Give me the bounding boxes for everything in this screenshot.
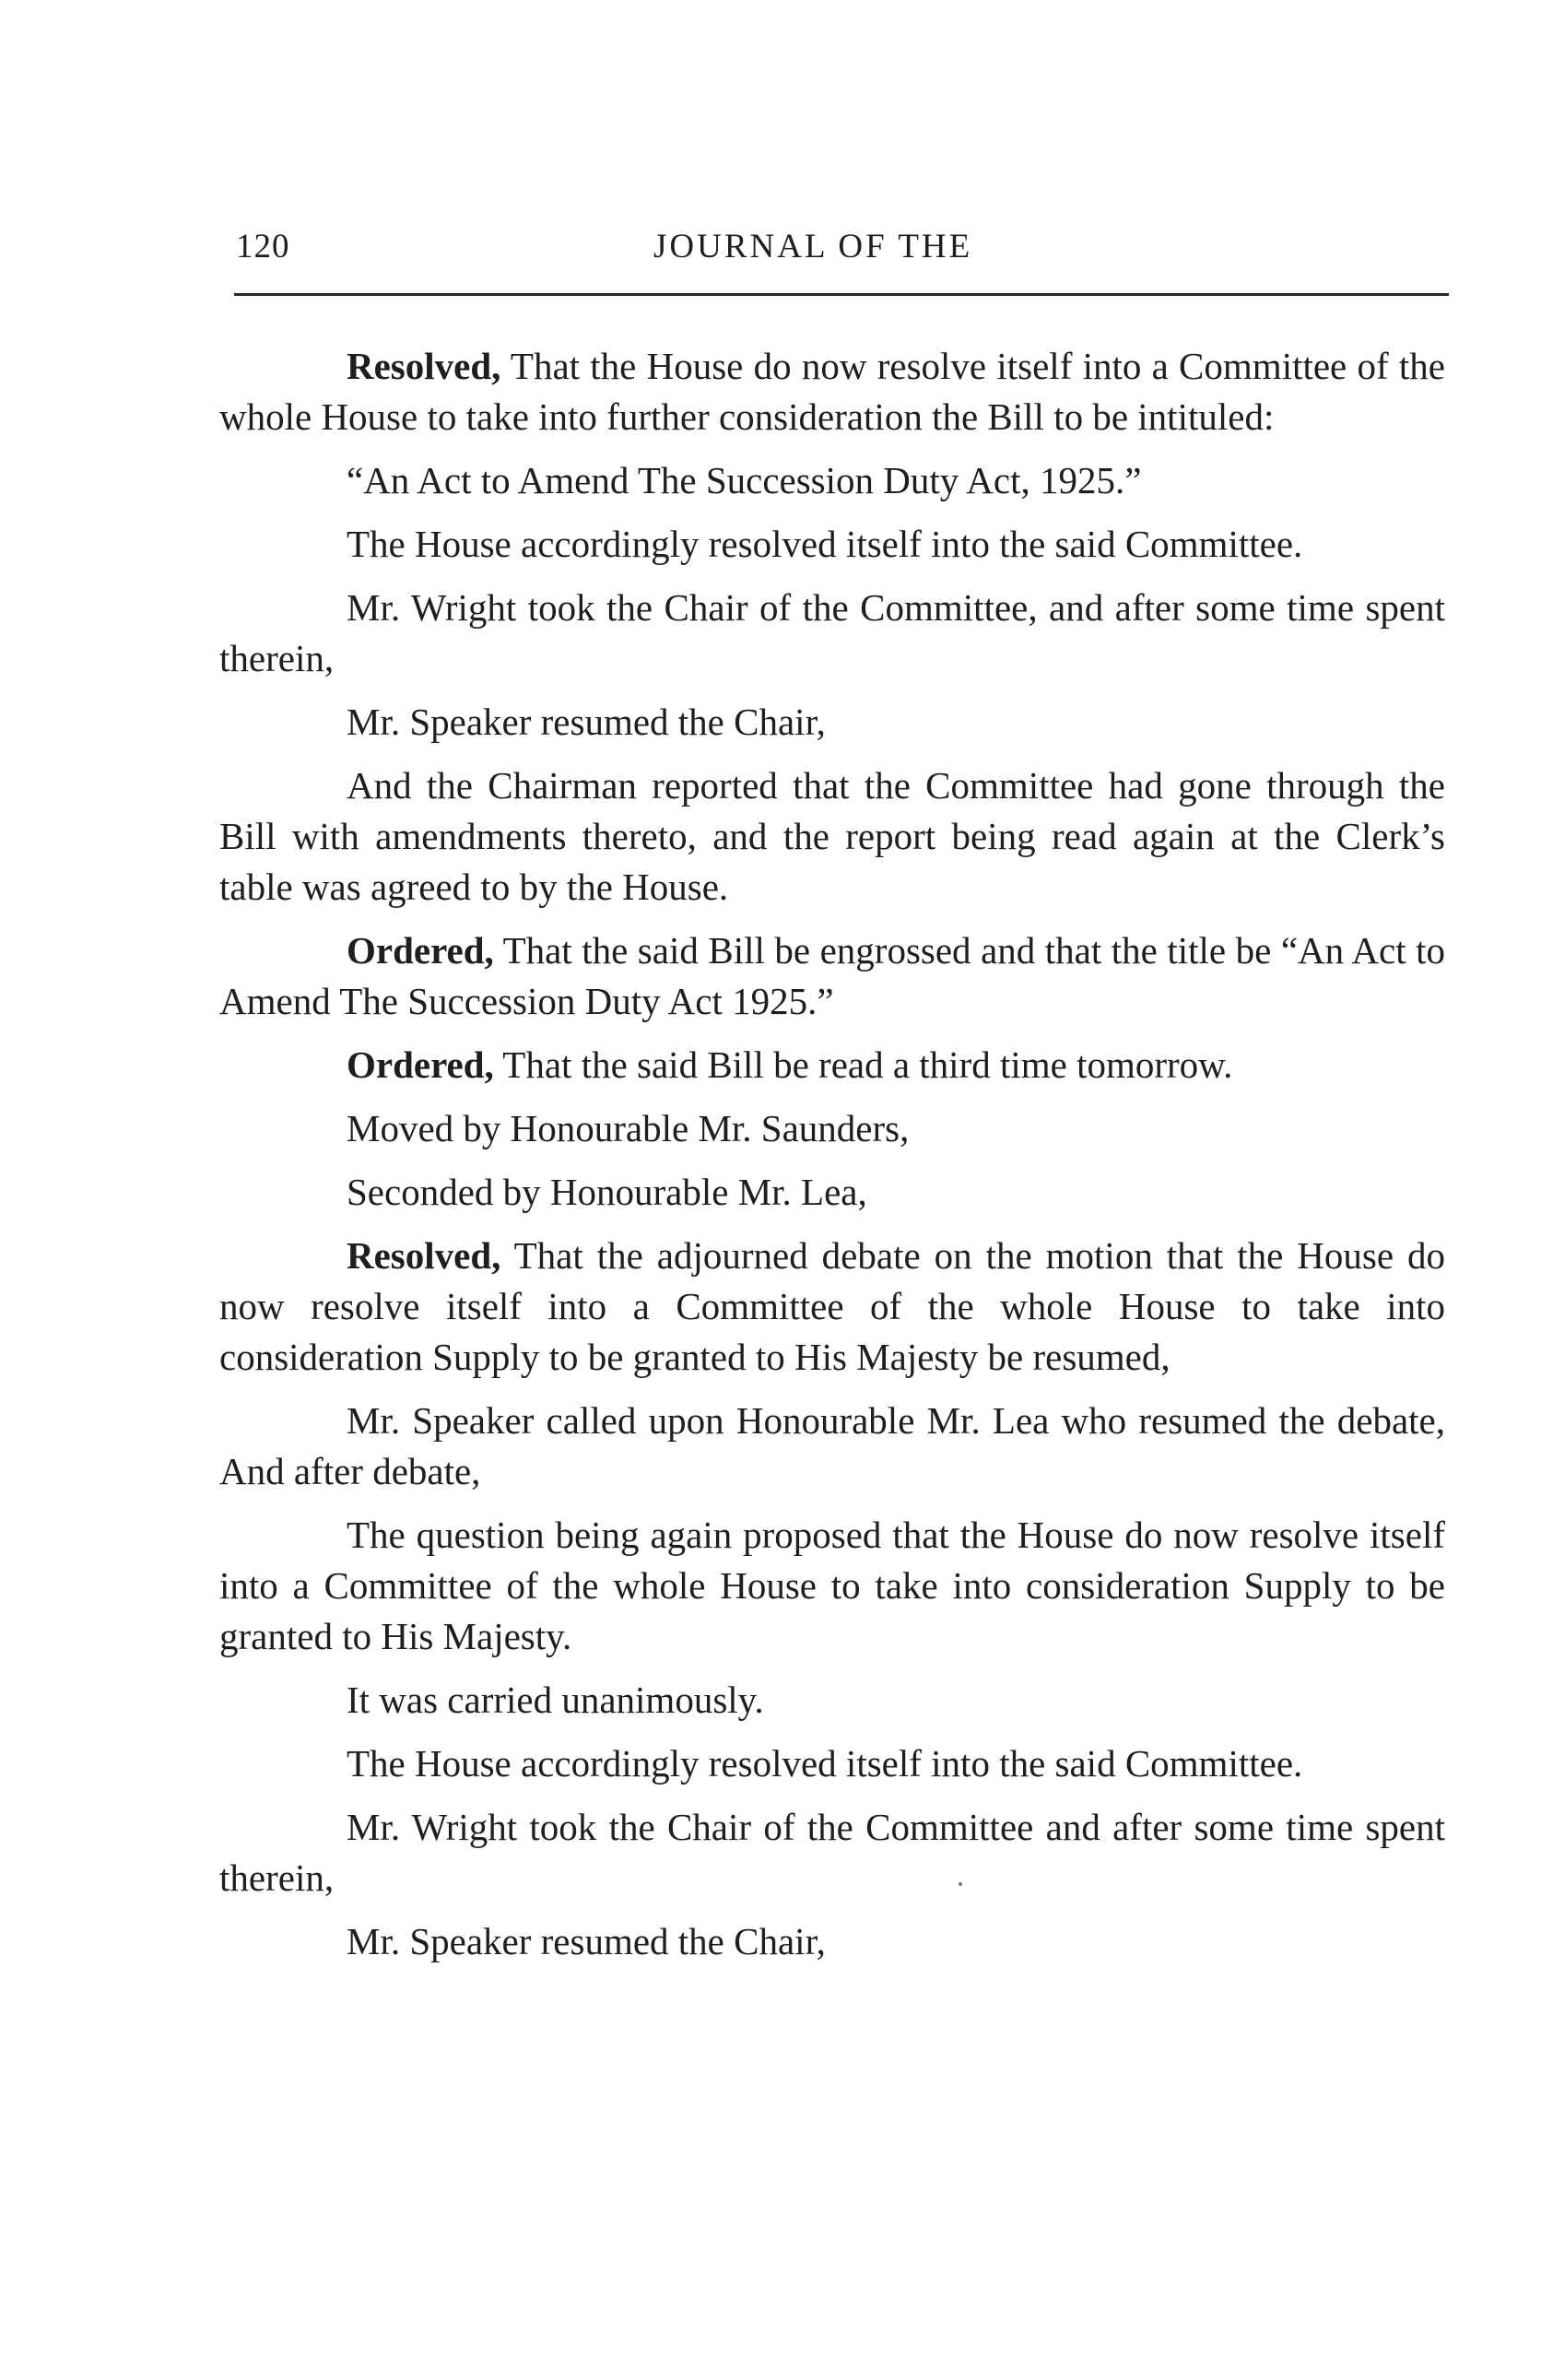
paragraph-lead: Resolved, <box>347 1234 501 1277</box>
header-rule <box>234 293 1449 296</box>
paragraph-lead: Ordered, <box>347 929 494 972</box>
paragraph <box>219 583 1445 684</box>
paragraph-lead: Resolved, <box>347 345 501 387</box>
paragraph <box>219 1040 1445 1090</box>
paragraph-text: Moved by Honourable Mr. Saunders, <box>347 1107 910 1149</box>
paragraph <box>219 1167 1445 1218</box>
paragraph-lead: Ordered, <box>347 1043 494 1086</box>
paragraph <box>219 455 1445 506</box>
paragraph-text: Mr. Speaker resumed the Chair, <box>347 701 826 743</box>
paragraph-text: The House accordingly resolved itself into the said Committee. <box>347 523 1303 565</box>
paragraph <box>219 697 1445 748</box>
paragraph-text: That the House do now resolve itself into a Committee of the whole House to take into further consideration the Bill to be intituled: <box>219 345 1445 438</box>
paragraph-text: Mr. Wright took the Chair of the Committee, and after some time spent therein, <box>219 586 1445 679</box>
paragraph <box>219 925 1445 1027</box>
paragraph-text: And the Chairman reported that the Committee had gone through the Bill with amendments thereto, and the report being read again at the Clerk’s table was agreed to by the House. <box>219 764 1445 908</box>
paragraph <box>219 341 1445 442</box>
paragraph-text: That the said Bill be engrossed and that the title be “An Act to Amend The Succession Duty Act 1925.” <box>219 929 1445 1022</box>
running-title: JOURNAL OF THE <box>653 228 973 265</box>
paragraph <box>219 1231 1445 1383</box>
paragraph-text: It was carried unanimously. <box>347 1679 764 1721</box>
paragraph <box>219 1675 1445 1726</box>
paragraph-text: The House accordingly resolved itself into the said Committee. <box>347 1742 1303 1785</box>
paragraph-text: That the adjourned debate on the motion that the House do now resolve itself into a Committee of the whole House to take into consideration Supply to be granted to His Majesty be resumed, <box>219 1234 1445 1378</box>
paragraph <box>219 1396 1445 1497</box>
bill-title-quote: “An Act to Amend The Succession Duty Act, 1925.” <box>347 459 1142 501</box>
paragraph-text: Mr. Speaker resumed the Chair, <box>347 1920 826 1962</box>
paragraph-text: The question being again proposed that the House do now resolve itself into a Committee of the whole House to take into consideration Supply to be granted to His Majesty. <box>219 1514 1445 1657</box>
page-number: 120 <box>236 228 290 265</box>
paragraph <box>219 1738 1445 1789</box>
paragraph <box>219 519 1445 570</box>
paragraph-text: Mr. Speaker called upon Honourable Mr. Lea who resumed the debate, And after debate, <box>219 1399 1445 1492</box>
paragraph-text: Mr. Wright took the Chair of the Committee and after some time spent therein, <box>219 1806 1445 1899</box>
print-speck <box>959 1882 962 1886</box>
running-head <box>236 227 1453 282</box>
paragraph-text: That the said Bill be read a third time tomorrow. <box>493 1043 1233 1086</box>
paragraph <box>219 1510 1445 1662</box>
journal-body <box>219 341 1445 1980</box>
paragraph <box>219 1916 1445 1967</box>
paragraph <box>219 1103 1445 1154</box>
paragraph <box>219 1802 1445 1903</box>
paragraph <box>219 760 1445 913</box>
paragraph-text: Seconded by Honourable Mr. Lea, <box>347 1171 867 1213</box>
